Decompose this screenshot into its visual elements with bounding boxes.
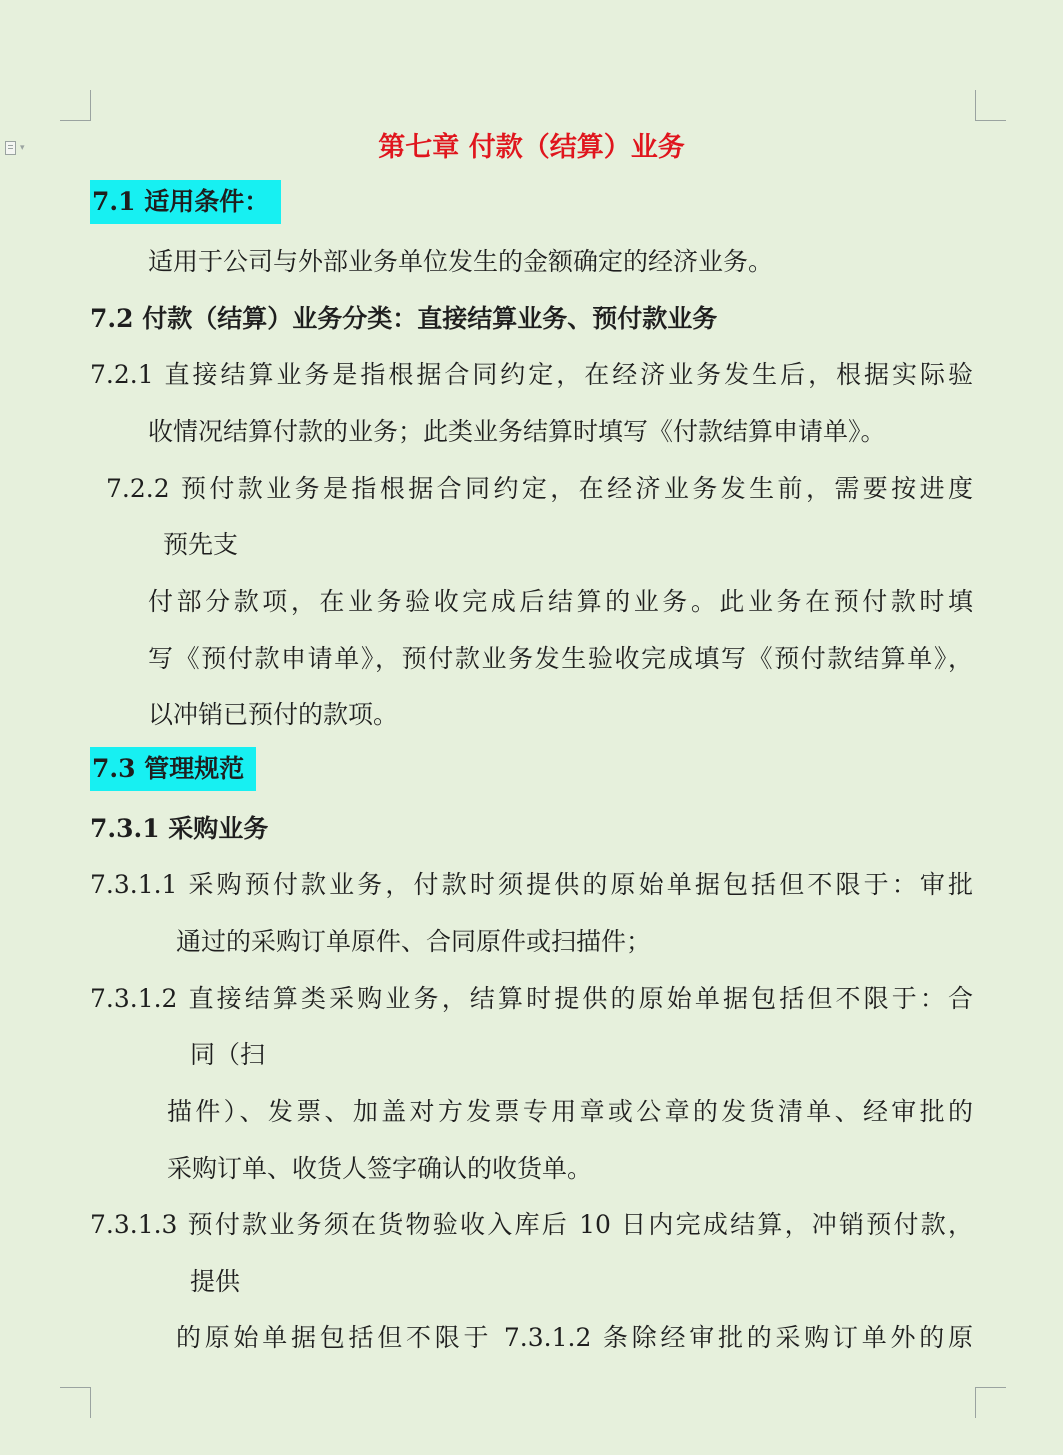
paragraph-7-2-2-line-4: 写《预付款申请单》，预付款业务发生验收完成填写《预付款结算单》，	[148, 644, 973, 673]
paragraph-7-3-1-3-line-3: 的原始单据包括但不限于 7.3.1.2 条除经审批的采购订单外的原	[176, 1323, 973, 1352]
paragraph-7-2-2-line-2: 预先支	[163, 530, 239, 559]
paragraph-7-1: 适用于公司与外部业务单位发生的金额确定的经济业务。	[148, 247, 774, 276]
paragraph-7-3-1-1-line-1: 7.3.1.1 采购预付款业务，付款时须提供的原始单据包括但不限于：审批	[90, 870, 973, 899]
paragraph-7-3-1-2-line-1: 7.3.1.2 直接结算类采购业务，结算时提供的原始单据包括但不限于：合	[90, 984, 973, 1013]
page-corner-mark-bottom-right	[975, 1387, 1006, 1418]
heading-7-2: 7.2 付款（结算）业务分类：直接结算业务、预付款业务	[90, 304, 718, 333]
paragraph-7-2-2-line-3: 付部分款项，在业务验收完成后结算的业务。此业务在预付款时填	[148, 587, 973, 616]
heading-7-3	[90, 747, 256, 787]
paragraph-7-3-1-2-line-4: 采购订单、收货人签字确认的收货单。	[167, 1154, 593, 1183]
paragraph-7-2-2-line-1: 7.2.2 预付款业务是指根据合同约定，在经济业务发生前，需要按进度	[106, 474, 973, 503]
heading-7-3-1: 7.3.1 采购业务	[90, 814, 269, 843]
heading-7-1-text: 7.1 适用条件：	[90, 180, 281, 224]
paragraph-7-3-1-3-line-1: 7.3.1.3 预付款业务须在货物验收入库后 10 日内完成结算，冲销预付款，	[90, 1210, 973, 1239]
page-corner-mark-top-right	[975, 90, 1006, 121]
chevron-down-icon: ▾	[20, 143, 25, 153]
paragraph-7-2-1-line-1: 7.2.1 直接结算业务是指根据合同约定，在经济业务发生后，根据实际验	[90, 360, 973, 389]
paragraph-7-3-1-3-line-2: 提供	[190, 1267, 241, 1296]
page-corner-mark-bottom-left	[60, 1387, 91, 1418]
page-corner-mark-top-left	[60, 90, 91, 121]
paragraph-7-2-1-line-2: 收情况结算付款的业务；此类业务结算时填写《付款结算申请单》。	[148, 417, 886, 446]
paragraph-7-3-1-2-line-3: 描件）、发票、加盖对方发票专用章或公章的发货清单、经审批的	[167, 1097, 973, 1126]
chapter-title: 第七章 付款（结算）业务	[378, 132, 685, 163]
heading-7-3-text: 7.3 管理规范	[90, 747, 256, 791]
paragraph-7-3-1-2-line-2: 同（扫	[190, 1040, 266, 1069]
paragraph-7-2-2-line-5: 以冲销已预付的款项。	[148, 700, 399, 729]
paragraph-7-3-1-1-line-2: 通过的采购订单原件、合同原件或扫描件；	[176, 927, 652, 956]
heading-7-1	[90, 180, 281, 220]
